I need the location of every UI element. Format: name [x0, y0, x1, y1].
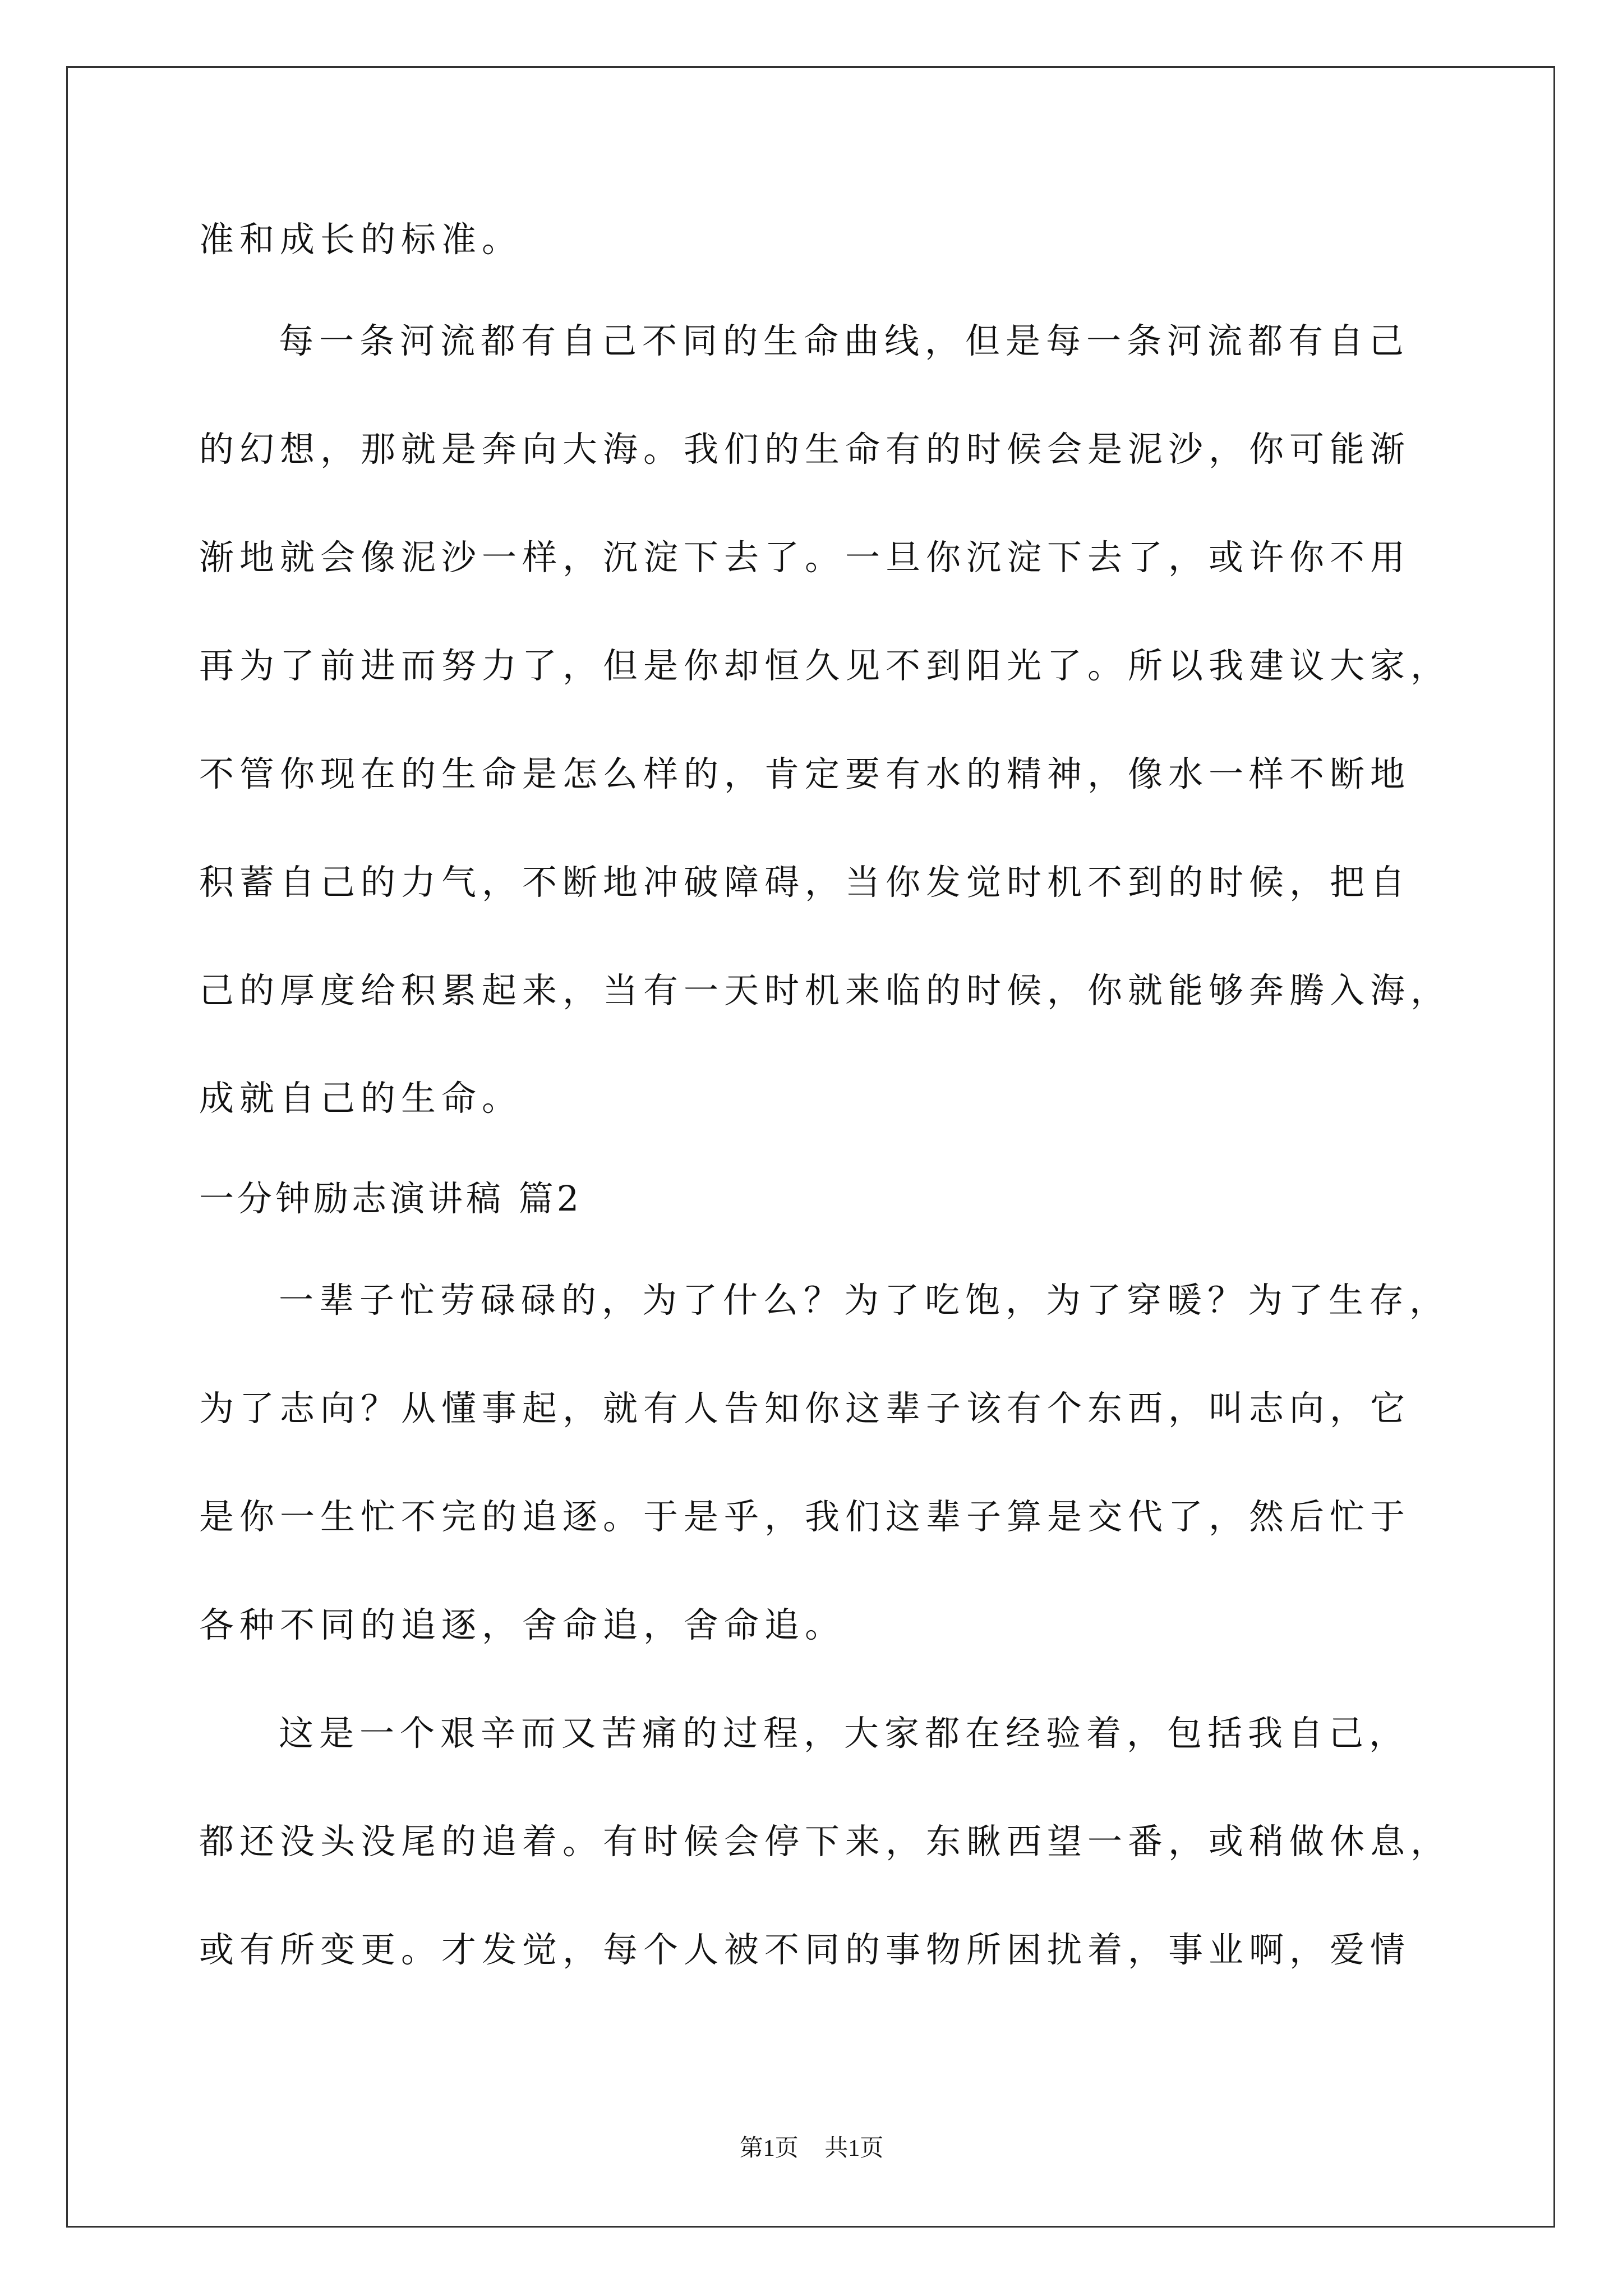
body-line: 为了志向？从懂事起，就有人告知你这辈子该有个东西，叫志向，它: [199, 1388, 1411, 1429]
body-line: 各种不同的追逐，舍命追，舍命追。: [199, 1604, 846, 1645]
page-footer: [0, 2132, 1623, 2165]
page-border: [66, 66, 1555, 2228]
paragraph-first-line: 一辈子忙劳碌碌的，为了什么？为了吃饱，为了穿暖？为了生存，: [279, 1280, 1450, 1320]
body-line: 都还没头没尾的追着。有时候会停下来，东瞅西望一番，或稍做休息，: [199, 1821, 1451, 1862]
body-line: 积蓄自己的力气，不断地冲破障碍，当你发觉时机不到的时候，把自: [199, 862, 1411, 903]
body-line: 准和成长的标准。: [199, 219, 523, 260]
section-heading: 一分钟励志演讲稿 篇2: [199, 1178, 583, 1219]
paragraph-first-line: 每一条河流都有自己不同的生命曲线，但是每一条河流都有自己: [279, 320, 1410, 361]
body-line: 或有所变更。才发觉，每个人被不同的事物所困扰着，事业啊，爱情: [199, 1929, 1411, 1970]
body-line: 渐地就会像泥沙一样，沉淀下去了。一旦你沉淀下去了，或许你不用: [199, 537, 1411, 578]
page-number: 第1页: [739, 2136, 799, 2161]
body-line: 成就自己的生命。: [199, 1078, 523, 1119]
body-line: 的幻想，那就是奔向大海。我们的生命有的时候会是泥沙，你可能渐: [199, 429, 1411, 470]
paragraph-first-line: 这是一个艰辛而又苦痛的过程，大家都在经验着，包括我自己，: [279, 1713, 1410, 1754]
body-line: 不管你现在的生命是怎么样的，肯定要有水的精神，像水一样不断地: [199, 753, 1411, 794]
body-line: 己的厚度给积累起来，当有一天时机来临的时候，你就能够奔腾入海，: [199, 970, 1451, 1011]
body-line: 再为了前进而努力了，但是你却恒久见不到阳光了。所以我建议大家，: [199, 645, 1451, 686]
page-total: 共1页: [824, 2136, 884, 2161]
body-line: 是你一生忙不完的追逐。于是乎，我们这辈子算是交代了，然后忙于: [199, 1496, 1411, 1537]
